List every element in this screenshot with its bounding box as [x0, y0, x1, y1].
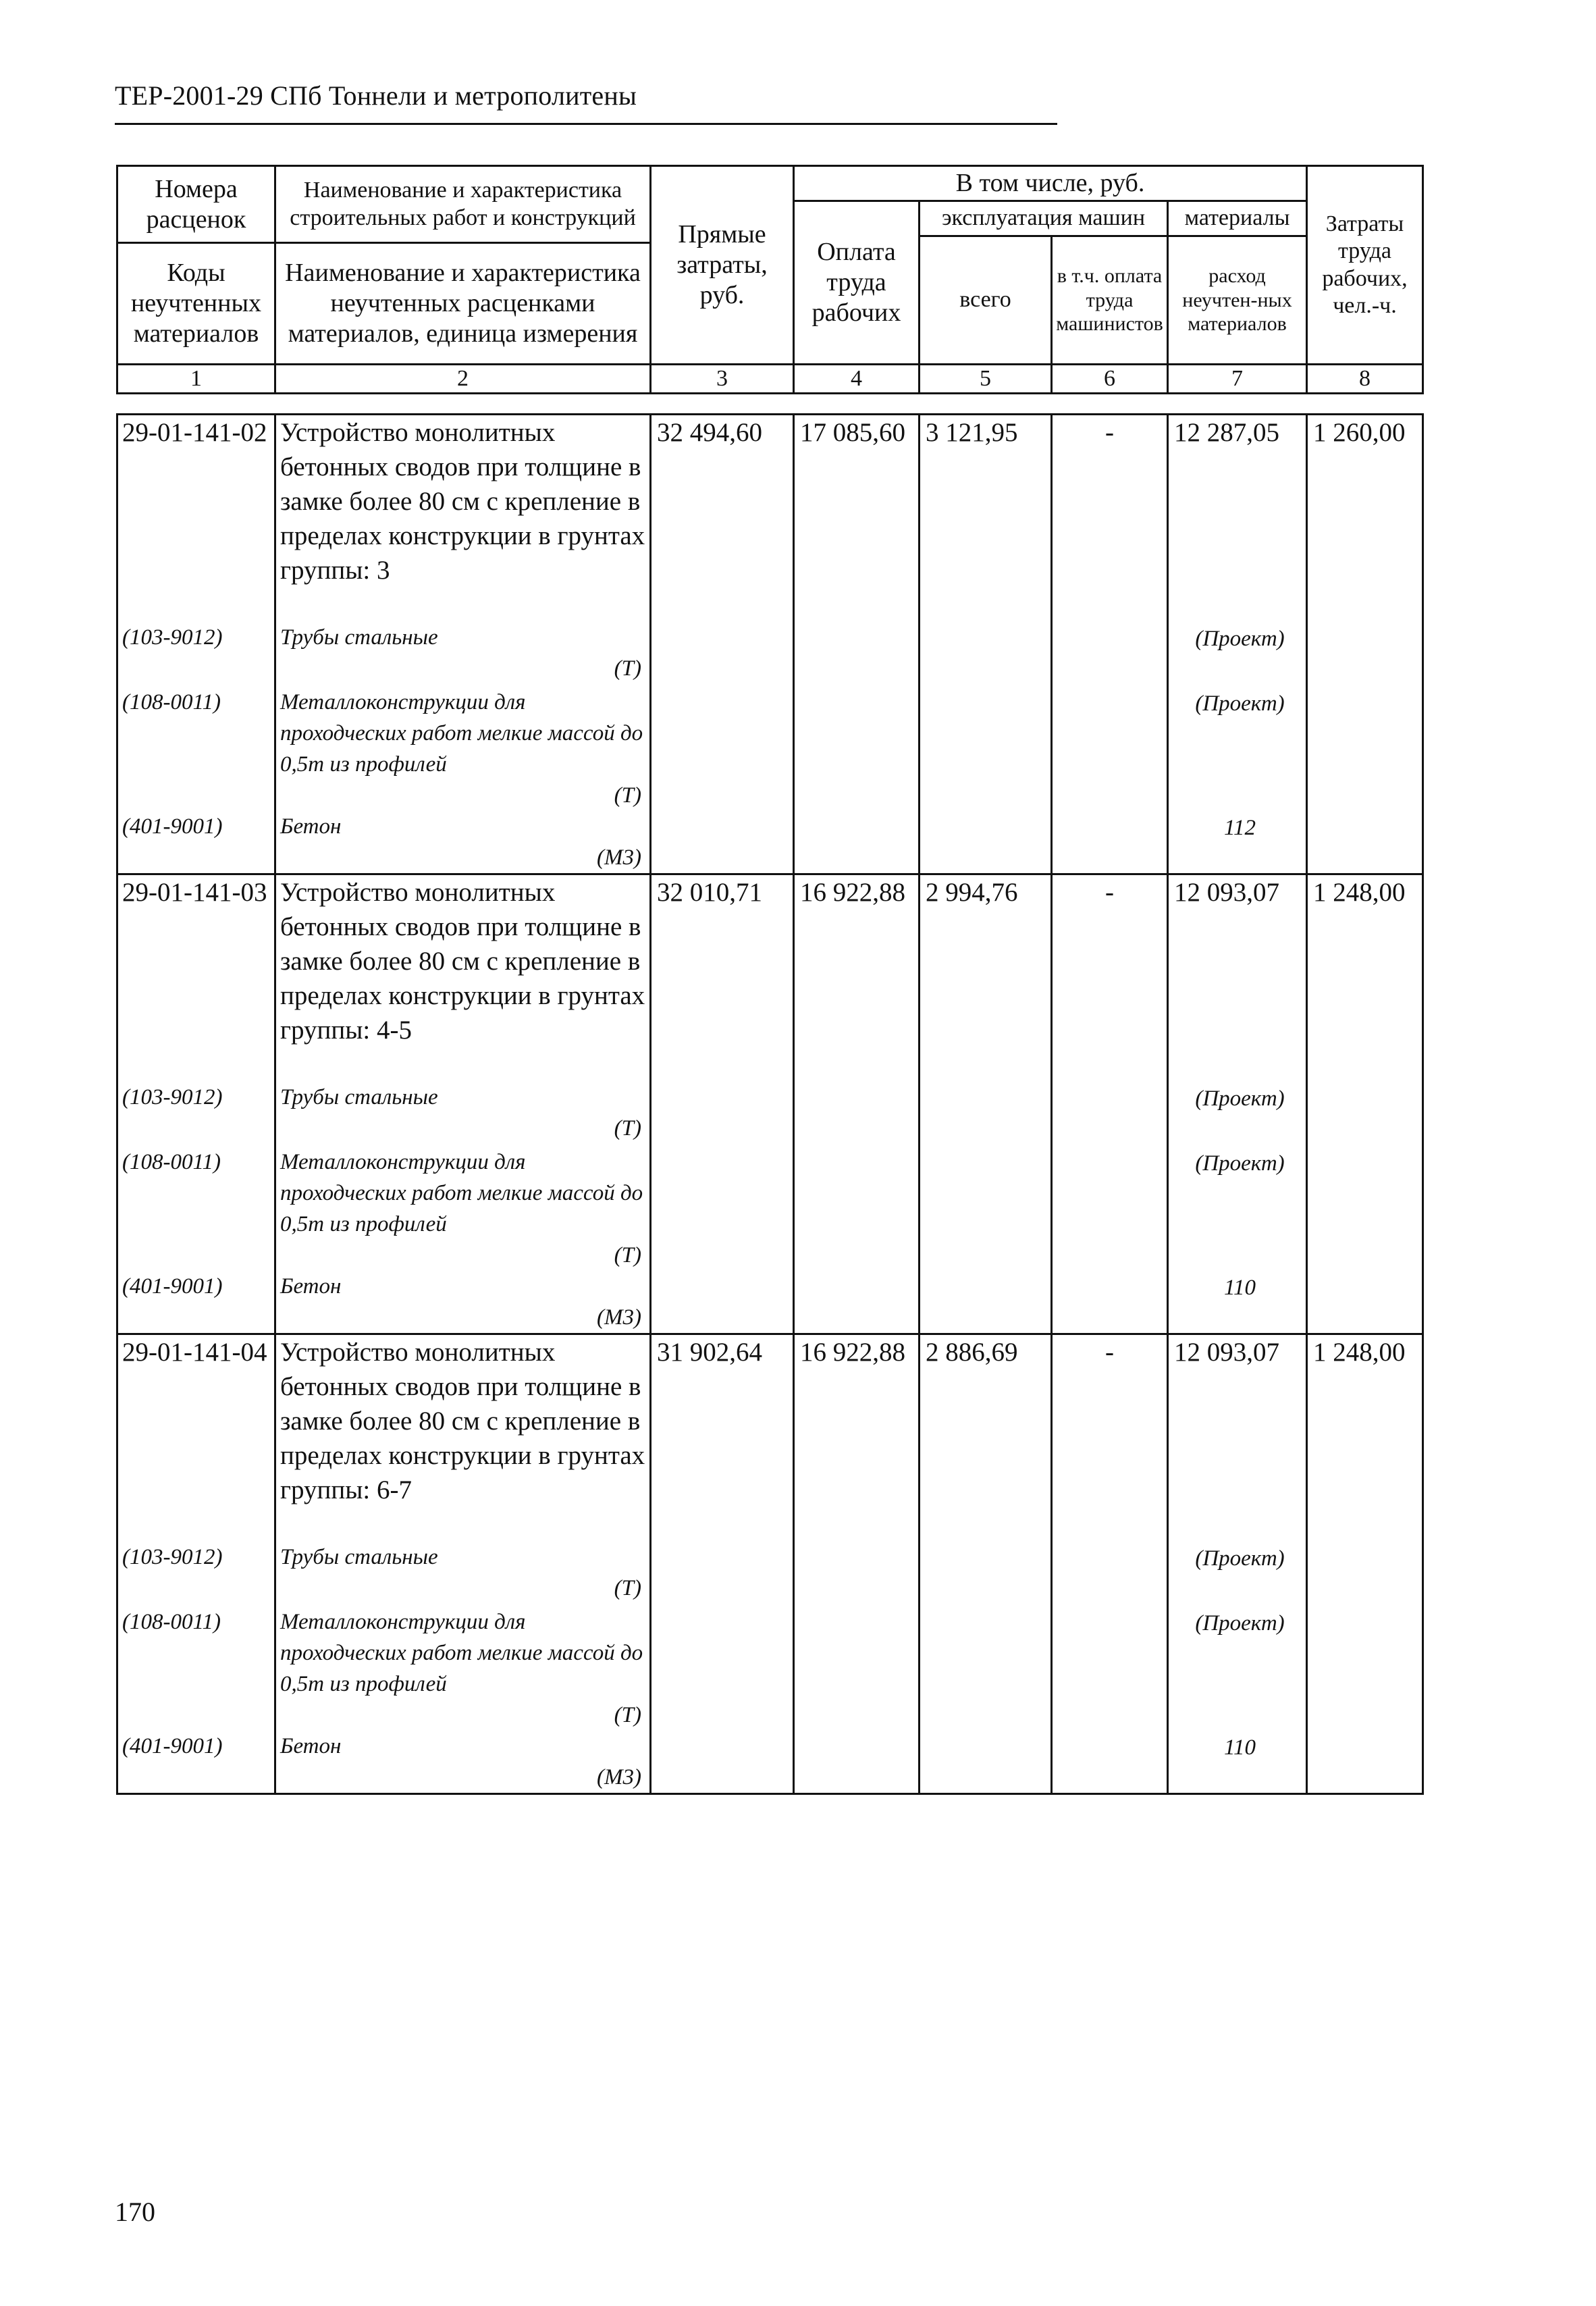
col1-bottom-header: Коды неучтенных материалов	[117, 243, 275, 365]
labor-hours: 1 248,00	[1307, 874, 1423, 1334]
rate-code: 29-01-141-02	[122, 418, 267, 447]
material-name: Бетон	[280, 1274, 342, 1299]
material-name: Бетон	[280, 1734, 342, 1758]
rate-code: 29-01-141-04	[122, 1338, 267, 1367]
material-name: Трубы стальные	[280, 1545, 438, 1569]
material-unit: (М3)	[597, 1305, 641, 1330]
col1-top-header: Номера расценок	[117, 166, 275, 243]
material-qty: 110	[1223, 1735, 1256, 1760]
material-name: Металлоконструкции для проходческих работ мелкие массой до 0,5т из профилей	[280, 1150, 643, 1236]
col7-header: расход неучтен-ных материалов	[1168, 236, 1307, 365]
materials-cost: 12 093,07	[1174, 878, 1279, 907]
col5-header: всего	[920, 236, 1052, 365]
material-qty: (Проект)	[1195, 691, 1285, 716]
material-code: (103-9012)	[122, 625, 223, 650]
rate-code: 29-01-141-03	[122, 878, 267, 907]
material-qty: (Проект)	[1195, 1086, 1285, 1111]
column-number: 3	[651, 365, 794, 394]
materials-cost: 12 093,07	[1174, 1338, 1279, 1367]
column-number: 5	[920, 365, 1052, 394]
material-unit: (Т)	[614, 1116, 641, 1141]
rate-name: Устройство монолитных бетонных сводов при толщине в замке более 80 см с крепление в пределах конструкции в грунтах группы: 4-5	[280, 878, 645, 1045]
material-code: (401-9001)	[122, 1274, 223, 1299]
material-code: (108-0011)	[122, 1150, 221, 1174]
material-qty: (Проект)	[1195, 1151, 1285, 1176]
materials-header: материалы	[1168, 201, 1307, 236]
labor-pay: 16 922,88	[794, 1334, 920, 1794]
material-name: Трубы стальные	[280, 625, 438, 650]
column-number: 4	[794, 365, 920, 394]
material-unit: (Т)	[614, 1703, 641, 1727]
material-unit: (М3)	[597, 1765, 641, 1789]
materials-cost: 12 287,05	[1174, 418, 1279, 447]
material-code: (103-9012)	[122, 1545, 223, 1569]
col2-bottom-header: Наименование и характеристика неучтенных расценками материалов, единица измерения	[275, 243, 651, 365]
col4-header: Оплата труда рабочих	[794, 201, 920, 365]
material-code: (108-0011)	[122, 1610, 221, 1634]
material-qty: 110	[1223, 1276, 1256, 1300]
material-name: Металлоконструкции для проходческих работ мелкие массой до 0,5т из профилей	[280, 690, 643, 777]
material-qty: (Проект)	[1195, 1546, 1285, 1571]
material-name: Металлоконструкции для проходческих работ мелкие массой до 0,5т из профилей	[280, 1610, 643, 1696]
labor-hours: 1 248,00	[1307, 1334, 1423, 1794]
machines-total: 2 886,69	[920, 1334, 1052, 1794]
col6-header: в т.ч. оплата труда машинистов	[1052, 236, 1168, 365]
material-name: Трубы стальные	[280, 1085, 438, 1109]
material-name: Бетон	[280, 814, 342, 839]
machines-total: 2 994,76	[920, 874, 1052, 1334]
material-unit: (Т)	[614, 656, 641, 681]
material-code: (108-0011)	[122, 690, 221, 714]
material-qty: (Проект)	[1195, 627, 1285, 651]
column-number: 1	[117, 365, 275, 394]
machines-header: эксплуатация машин	[920, 201, 1168, 236]
column-number: 7	[1168, 365, 1307, 394]
material-code: (401-9001)	[122, 1734, 223, 1758]
rates-table	[116, 413, 1424, 1795]
machinist-pay: -	[1052, 415, 1168, 874]
rate-name: Устройство монолитных бетонных сводов при толщине в замке более 80 см с крепление в пределах конструкции в грунтах группы: 3	[280, 418, 645, 585]
material-unit: (М3)	[597, 845, 641, 870]
column-number: 6	[1052, 365, 1168, 394]
col8-header: Затраты труда рабочих, чел.-ч.	[1307, 166, 1423, 365]
table-row	[117, 874, 1423, 1334]
labor-hours: 1 260,00	[1307, 415, 1423, 874]
table-row	[117, 1334, 1423, 1794]
column-number: 8	[1307, 365, 1423, 394]
rate-name: Устройство монолитных бетонных сводов при толщине в замке более 80 см с крепление в пределах конструкции в грунтах группы: 6-7	[280, 1338, 645, 1504]
column-number: 2	[275, 365, 651, 394]
labor-pay: 17 085,60	[794, 415, 920, 874]
header-rule	[115, 123, 1057, 125]
labor-pay: 16 922,88	[794, 874, 920, 1334]
group-header: В том числе, руб.	[794, 166, 1307, 201]
col3-header: Прямые затраты, руб.	[651, 166, 794, 365]
material-qty: 112	[1223, 816, 1256, 840]
direct-cost: 32 010,71	[651, 874, 794, 1334]
machinist-pay: -	[1052, 1334, 1168, 1794]
material-code: (401-9001)	[122, 814, 223, 839]
table-row	[117, 415, 1423, 874]
col2-top-header: Наименование и характеристика строительных работ и конструкций	[275, 166, 651, 243]
machines-total: 3 121,95	[920, 415, 1052, 874]
material-unit: (Т)	[614, 783, 641, 808]
page-number: 170	[115, 2197, 155, 2227]
material-qty: (Проект)	[1195, 1611, 1285, 1635]
direct-cost: 32 494,60	[651, 415, 794, 874]
material-unit: (Т)	[614, 1576, 641, 1600]
table-header	[116, 165, 1424, 394]
machinist-pay: -	[1052, 874, 1168, 1334]
direct-cost: 31 902,64	[651, 1334, 794, 1794]
material-code: (103-9012)	[122, 1085, 223, 1109]
page-header: ТЕР-2001-29 СПб Тоннели и метрополитены	[115, 80, 637, 111]
material-unit: (Т)	[614, 1243, 641, 1267]
